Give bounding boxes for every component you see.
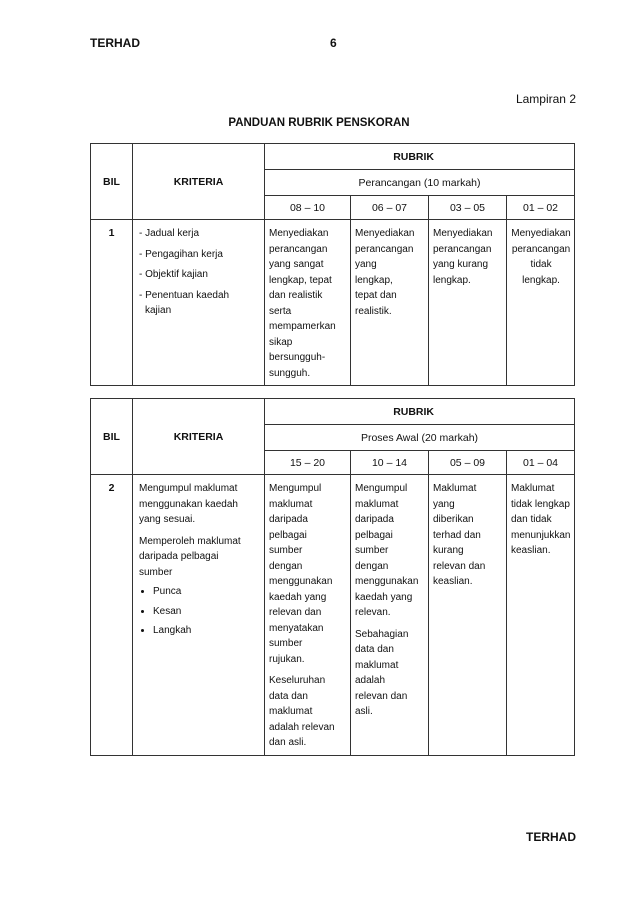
criteria-item: kajian (145, 305, 172, 316)
text-line: relevan dan (269, 607, 322, 618)
text-line: Menyediakan (433, 228, 493, 239)
text-line: maklumat (355, 498, 399, 510)
bullet-item: • Punca (153, 584, 261, 600)
rubric-table-proses-awal (90, 398, 575, 756)
section-header: Perancangan (10 markah) (265, 170, 575, 196)
text-line: Mengumpul (355, 483, 408, 494)
text-line: diberikan (433, 514, 474, 525)
text-line: sumber (139, 566, 173, 578)
score-range: 10 – 14 (351, 451, 429, 475)
descriptor-cell (265, 475, 351, 756)
criteria-item: - Objektif kajian (139, 269, 208, 280)
text-line: yang sangat (269, 259, 324, 270)
text-line: adalah (355, 675, 386, 686)
text-line: bersungguh- (269, 352, 326, 363)
criteria-cell (133, 220, 265, 386)
descriptor-text (269, 226, 347, 381)
descriptor-cell (507, 220, 575, 386)
descriptor-text (433, 481, 503, 590)
text-line: perancangan (355, 243, 414, 255)
text-line: lengkap. (522, 274, 560, 286)
footer-classification: TERHAD (526, 830, 576, 844)
text-line: maklumat (269, 498, 313, 510)
text-line: menyatakan (269, 622, 324, 634)
rubric-table-perancangan (90, 143, 575, 386)
bullet-item: • Kesan (153, 604, 261, 620)
descriptor-text (269, 481, 347, 667)
text-line: asli. (355, 706, 373, 717)
text-line: dengan (269, 560, 303, 572)
score-range: 01 – 04 (507, 451, 575, 475)
text-line: tidak (530, 259, 552, 270)
text-line: Menyediakan (269, 228, 329, 239)
text-line: sungguh. (269, 367, 311, 379)
text-line: data dan (269, 690, 308, 702)
appendix-label: Lampiran 2 (515, 92, 576, 106)
text-line: dan tidak (511, 514, 552, 525)
criteria-paragraph (139, 534, 261, 581)
text-line: rujukan. (269, 653, 305, 665)
page-title: PANDUAN RUBRIK PENSKORAN (228, 117, 410, 129)
descriptor-cell (351, 220, 429, 386)
text-line: Maklumat (433, 483, 477, 494)
text-line: realistik. (355, 305, 392, 317)
bil-header: BIL (91, 144, 133, 220)
text-line: daripada (355, 514, 394, 525)
text-line: kaedah yang (355, 591, 413, 603)
text-line: daripada pelbagai (139, 551, 219, 562)
text-line: Maklumat (511, 483, 555, 494)
text-line: menggunakan (269, 576, 333, 587)
descriptor-text (511, 481, 571, 559)
text-line: menunjukkan (511, 529, 571, 541)
criteria-item: - Jadual kerja (139, 228, 200, 239)
text-line: serta (269, 305, 292, 317)
text-line: daripada (269, 514, 308, 525)
text-line: yang (433, 498, 455, 510)
score-range: 15 – 20 (265, 451, 351, 475)
score-range: 01 – 02 (507, 196, 575, 220)
descriptor-cell (429, 220, 507, 386)
text-line: dan asli. (269, 737, 307, 748)
text-line: dengan (355, 560, 389, 572)
row-number: 1 (91, 220, 133, 386)
text-line: pelbagai (269, 529, 307, 541)
text-line: Keseluruhan (269, 675, 326, 686)
text-line: yang sesuai. (139, 514, 196, 525)
descriptor-cell (351, 475, 429, 756)
kriteria-header: KRITERIA (133, 144, 265, 220)
text-line: sumber (355, 545, 389, 556)
descriptor-text (355, 226, 425, 319)
text-line: terhad dan (433, 529, 481, 541)
bil-header: BIL (91, 399, 133, 475)
text-line: maklumat (355, 659, 399, 671)
descriptor-cell (507, 475, 575, 756)
header-classification: TERHAD (90, 36, 140, 50)
criteria-bullet-list (139, 584, 261, 639)
text-line: pelbagai (355, 529, 393, 541)
text-line: kurang (433, 545, 464, 556)
text-line: menggunakan (355, 576, 419, 587)
text-line: adalah relevan (269, 721, 335, 733)
text-line: Mengumpul maklumat (139, 483, 238, 494)
row-number: 2 (91, 475, 133, 756)
text-line: sumber (269, 638, 303, 649)
text-line: sumber (269, 545, 303, 556)
section-header: Proses Awal (20 markah) (265, 425, 575, 451)
descriptor-text (355, 627, 425, 720)
text-line: kaedah yang (269, 591, 327, 603)
criteria-paragraph (139, 481, 261, 528)
text-line: Mengumpul (269, 483, 322, 494)
text-line: mempamerkan (269, 321, 336, 332)
score-range: 06 – 07 (351, 196, 429, 220)
kriteria-header: KRITERIA (133, 399, 265, 475)
descriptor-cell (429, 475, 507, 756)
text-line: dan realistik (269, 290, 323, 301)
rubrik-header: RUBRIK (265, 399, 575, 425)
criteria-item: - Penentuan kaedah (139, 289, 230, 301)
text-line: maklumat (269, 706, 313, 717)
text-line: tidak lengkap (511, 498, 570, 510)
bullet-item: • Langkah (153, 623, 261, 639)
text-line: keaslian. (433, 576, 473, 587)
score-range: 08 – 10 (265, 196, 351, 220)
descriptor-text (355, 481, 425, 621)
text-line: tepat dan (355, 290, 397, 301)
text-line: perancangan (433, 243, 492, 255)
descriptor-text (433, 226, 503, 288)
score-range: 03 – 05 (429, 196, 507, 220)
text-line: relevan. (355, 607, 391, 618)
text-line: relevan dan (433, 560, 486, 572)
text-line: Menyediakan (355, 228, 415, 239)
criteria-cell (133, 475, 265, 756)
text-line: lengkap. (433, 274, 471, 286)
text-line: Menyediakan (511, 228, 571, 239)
text-line: sikap (269, 336, 293, 348)
text-line: keaslian. (511, 545, 551, 556)
text-line: lengkap, (355, 274, 393, 286)
rubrik-header: RUBRIK (265, 144, 575, 170)
criteria-item: - Pengagihan kerja (139, 248, 223, 260)
text-line: Sebahagian (355, 628, 409, 640)
score-range: 05 – 09 (429, 451, 507, 475)
text-line: data dan (355, 644, 394, 655)
text-line: yang kurang (433, 259, 489, 270)
descriptor-text (269, 673, 347, 751)
text-line: lengkap, tepat (269, 274, 332, 286)
text-line: menggunakan kaedah (139, 498, 238, 510)
page-number: 6 (330, 36, 337, 50)
text-line: yang (355, 259, 377, 270)
text-line: perancangan (511, 243, 571, 255)
descriptor-text (511, 226, 571, 288)
text-line: Memperoleh maklumat (139, 535, 241, 547)
text-line: perancangan (269, 243, 328, 255)
text-line: relevan dan (355, 690, 408, 702)
descriptor-cell (265, 220, 351, 386)
